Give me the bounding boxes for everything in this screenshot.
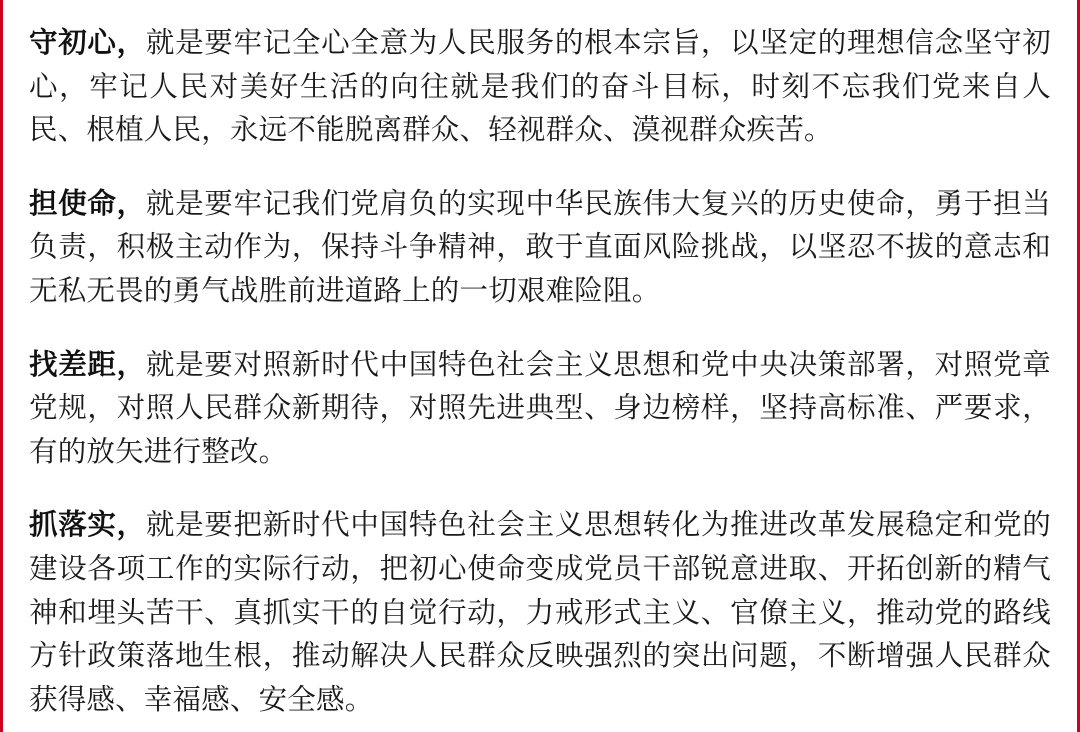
paragraph-text: 就是要对照新时代中国特色社会主义思想和党中央决策部署，对照党章党规，对照人民群众新期待，对照先进典型、身边榜样，坚持高标准、严要求，有的放矢进行整改。 xyxy=(29,349,1051,468)
paragraph-zhualuoshi xyxy=(29,504,1051,722)
paragraph-lead: 找差距， xyxy=(29,349,146,381)
paragraph-text: 就是要把新时代中国特色社会主义思想转化为推进改革发展稳定和党的建设各项工作的实际行动，把初心使命变成党员干部锐意进取、开拓创新的精气神和埋头苦干、真抓实干的自觉行动，力戒形式主义、官僚主义，推动党的路线方针政策落地生根，推动解决人民群众反映强烈的突出问题，不断增强人民群众获得感、幸福感、安全感。 xyxy=(29,510,1051,716)
paragraph-text: 就是要牢记全心全意为人民服务的根本宗旨，以坚定的理想信念坚守初心，牢记人民对美好生活的向往就是我们的奋斗目标，时刻不忘我们党来自人民、根植人民，永远不能脱离群众、轻视群众、漠视群众疾苦。 xyxy=(29,28,1051,147)
paragraph-text: 就是要牢记我们党肩负的实现中华民族伟大复兴的历史使命，勇于担当负责，积极主动作为，保持斗争精神，敢于直面风险挑战，以坚忍不拔的意志和无私无畏的勇气战胜前进道路上的一切艰难险阻。 xyxy=(29,188,1051,307)
paragraph-shouchuxin xyxy=(29,22,1051,153)
paragraph-lead: 担使命， xyxy=(29,188,146,220)
paragraph-danshiming xyxy=(29,183,1051,314)
document-body xyxy=(29,22,1051,722)
paragraph-lead: 抓落实， xyxy=(29,510,146,542)
paragraph-zhaochaju xyxy=(29,344,1051,475)
paragraph-lead: 守初心， xyxy=(29,28,146,59)
